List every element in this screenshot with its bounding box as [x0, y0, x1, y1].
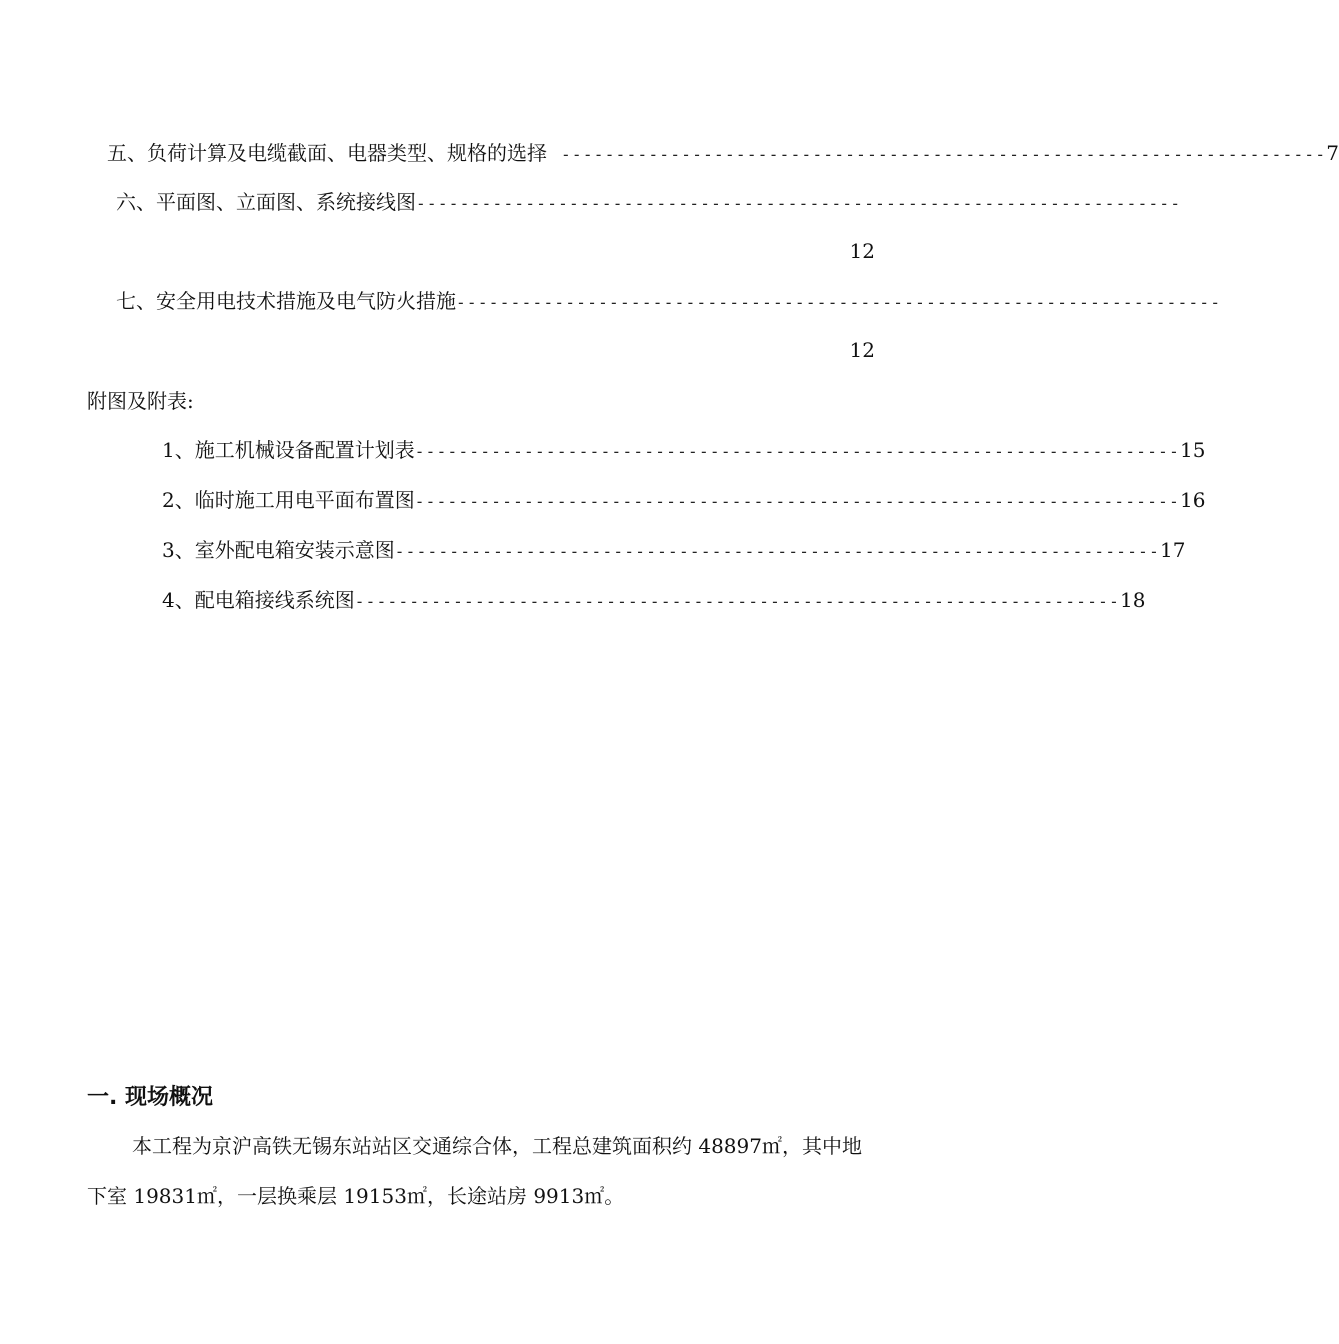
toc-leader: ---------------------------------------------------------------------- — [456, 293, 1222, 312]
appendix-item-label: 3、室外配电箱安装示意图 — [162, 538, 395, 562]
toc-item-label: 七、安全用电技术措施及电气防火措施 — [116, 289, 456, 313]
toc-leader: ---------------------------------------------------------------------- — [561, 145, 1327, 164]
appendix-item-page: 17 — [1160, 538, 1186, 562]
toc-item-page: 7 — [1326, 141, 1339, 165]
toc-leader: ---------------------------------------------------------------------- — [414, 492, 1181, 511]
section-heading: 一. 现场概况 — [87, 1085, 214, 1110]
toc-item-label: 六、平面图、立面图、系统接线图 — [116, 190, 416, 214]
appendix-item-3[interactable] — [162, 536, 1186, 566]
appendix-item-label: 4、配电箱接线系统图 — [162, 588, 355, 612]
toc-leader: ---------------------------------------------------------------------- — [416, 194, 1182, 213]
toc-leader: ---------------------------------------------------------------------- — [354, 592, 1121, 611]
appendix-item-page: 15 — [1180, 438, 1206, 462]
toc-leader: ---------------------------------------------------------------------- — [414, 442, 1181, 461]
appendix-item-2[interactable] — [162, 486, 1206, 516]
appendix-title: 附图及附表: — [87, 389, 194, 413]
toc-item-label: 五、负荷计算及电缆截面、电器类型、规格的选择 — [107, 141, 547, 165]
section-paragraph — [87, 1121, 877, 1221]
toc-item-5[interactable] — [107, 139, 1339, 169]
appendix-item-1[interactable] — [162, 436, 1206, 466]
toc-item-7[interactable] — [116, 287, 1222, 317]
toc-item-page: 12 — [849, 338, 875, 362]
toc-item-page: 12 — [849, 239, 875, 263]
appendix-item-label: 2、临时施工用电平面布置图 — [162, 488, 415, 512]
appendix-item-page: 16 — [1180, 488, 1206, 512]
appendix-item-label: 1、施工机械设备配置计划表 — [162, 438, 415, 462]
toc-leader: ---------------------------------------------------------------------- — [394, 542, 1161, 561]
paragraph-text: 本工程为京沪高铁无锡东站站区交通综合体，工程总建筑面积约 48897㎡，其中地下室 19831㎡，一层换乘层 19153㎡，长途站房 9913㎡。 — [87, 1134, 862, 1208]
appendix-item-page: 18 — [1120, 588, 1146, 612]
appendix-item-4[interactable] — [162, 586, 1146, 616]
toc-item-6[interactable] — [116, 188, 1182, 218]
